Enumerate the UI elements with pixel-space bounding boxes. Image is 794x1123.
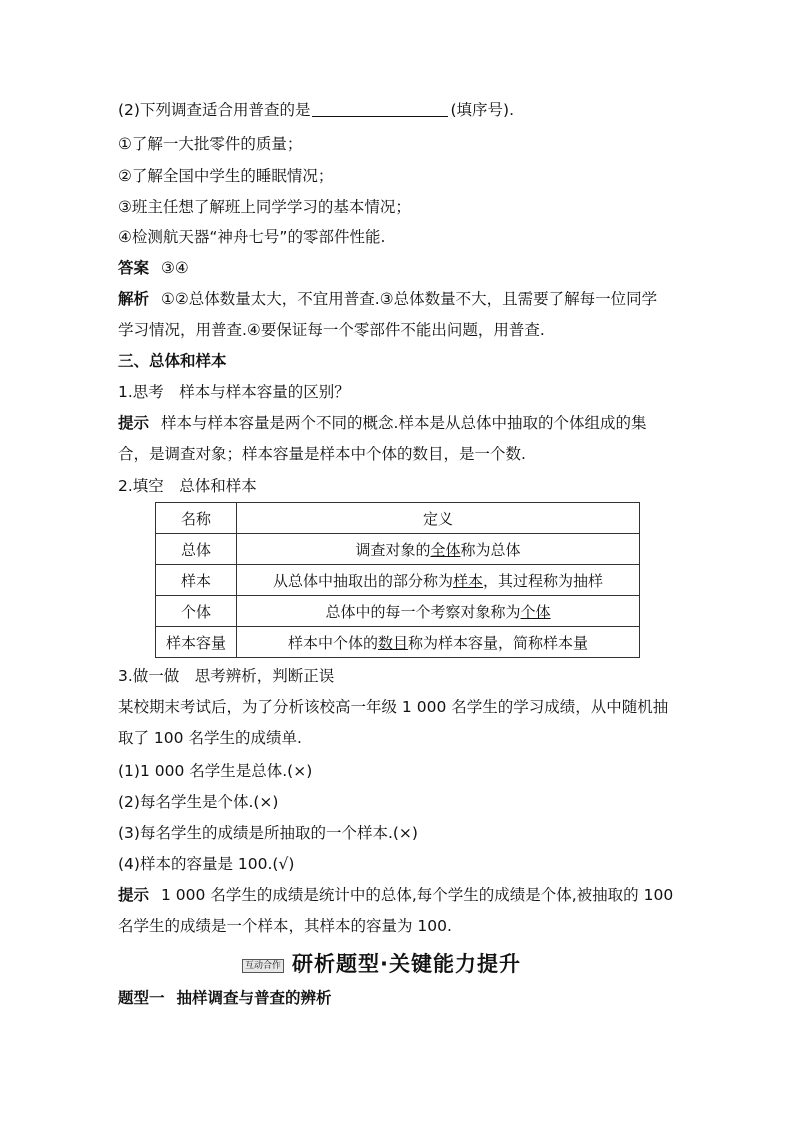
analysis-line-2: 学习情况，用普查.④要保证每一个零部件不能出问题，用普查. xyxy=(118,321,545,339)
table-header-row xyxy=(156,503,640,534)
doit-line-1: 某校期末考试后，为了分析该校高一年级 1 000 名学生的学习成绩，从中随机抽 xyxy=(118,698,669,716)
judge-item-4: (4)样本的容量是 100.(√) xyxy=(118,855,295,873)
judge-item-2: (2)每名学生是个体.(×) xyxy=(118,793,279,811)
row-name: 样本容量 xyxy=(156,627,237,658)
option-4: ④检测航天器“神舟七号”的零部件性能. xyxy=(118,228,386,246)
doit-title: 3.做一做 思考辨析，判断正误 xyxy=(118,667,335,685)
fill-title: 2.填空 总体和样本 xyxy=(118,477,257,495)
answer-blank xyxy=(312,102,448,117)
answer-value: ③④ xyxy=(161,259,189,277)
analysis-text-1: ①②总体数量太大，不宜用普查.③总体数量不大，且需要了解每一位同学 xyxy=(161,290,658,308)
section-3-title: 三、总体和样本 xyxy=(118,352,227,370)
judge-item-3: (3)每名学生的成绩是所抽取的一个样本.(×) xyxy=(118,824,418,842)
row-definition: 从总体中抽取出的部分称为样本，其过程称为抽样 xyxy=(237,565,640,596)
section-tag-badge: 互动合作 xyxy=(242,959,284,973)
question-2-prefix: (2)下列调查适合用普查的是 xyxy=(118,101,311,119)
answer-label: 答案 xyxy=(118,259,150,277)
analysis-label: 解析 xyxy=(118,290,150,308)
think-hint-text-1: 样本与样本容量是两个不同的概念.样本是从总体中抽取的个体组成的集 xyxy=(161,414,647,432)
row-name: 个体 xyxy=(156,596,237,627)
judge-item-1: (1)1 000 名学生是总体.(×) xyxy=(118,762,313,780)
question-2-suffix: (填序号). xyxy=(450,101,514,119)
table-row xyxy=(156,627,640,658)
type-1-label: 题型一 xyxy=(118,989,165,1007)
row-definition: 样本中个体的数目称为样本容量，简称样本量 xyxy=(237,627,640,658)
analysis-line-1 xyxy=(118,289,657,309)
population-sample-table xyxy=(155,502,640,658)
table-header-definition: 定义 xyxy=(237,503,640,534)
option-1: ①了解一大批零件的质量； xyxy=(118,135,303,153)
section-heading-title: 研析题型·关键能力提升 xyxy=(292,952,521,976)
doit-hint-label: 提示 xyxy=(118,886,150,904)
type-1-title: 抽样调查与普查的辨析 xyxy=(176,989,332,1007)
option-2: ②了解全国中学生的睡眠情况； xyxy=(118,167,334,185)
row-definition: 总体中的每一个考察对象称为个体 xyxy=(237,596,640,627)
think-hint-line-1 xyxy=(118,413,646,433)
doit-hint-line-2: 名学生的成绩是一个样本，其样本的容量为 100. xyxy=(118,917,452,935)
row-name: 样本 xyxy=(156,565,237,596)
doit-hint-line-1 xyxy=(118,885,673,905)
think-title: 1.思考 样本与样本容量的区别？ xyxy=(118,383,350,401)
doit-hint-text-1: 1 000 名学生的成绩是统计中的总体,每个学生的成绩是个体,被抽取的 100 xyxy=(161,886,674,904)
think-hint-line-2: 合，是调查对象；样本容量是样本中个体的数目，是一个数. xyxy=(118,445,526,463)
think-hint-label: 提示 xyxy=(118,414,150,432)
section-heading xyxy=(242,951,521,979)
table-row xyxy=(156,596,640,627)
type-1-heading xyxy=(118,988,332,1008)
table-row xyxy=(156,534,640,565)
table-header-name: 名称 xyxy=(156,503,237,534)
row-name: 总体 xyxy=(156,534,237,565)
option-3: ③班主任想了解班上同学学习的基本情况； xyxy=(118,198,411,216)
row-definition: 调查对象的全体称为总体 xyxy=(237,534,640,565)
table-row xyxy=(156,565,640,596)
answer-line xyxy=(118,258,189,278)
question-2 xyxy=(118,100,514,120)
doit-line-2: 取了 100 名学生的成绩单. xyxy=(118,729,302,747)
